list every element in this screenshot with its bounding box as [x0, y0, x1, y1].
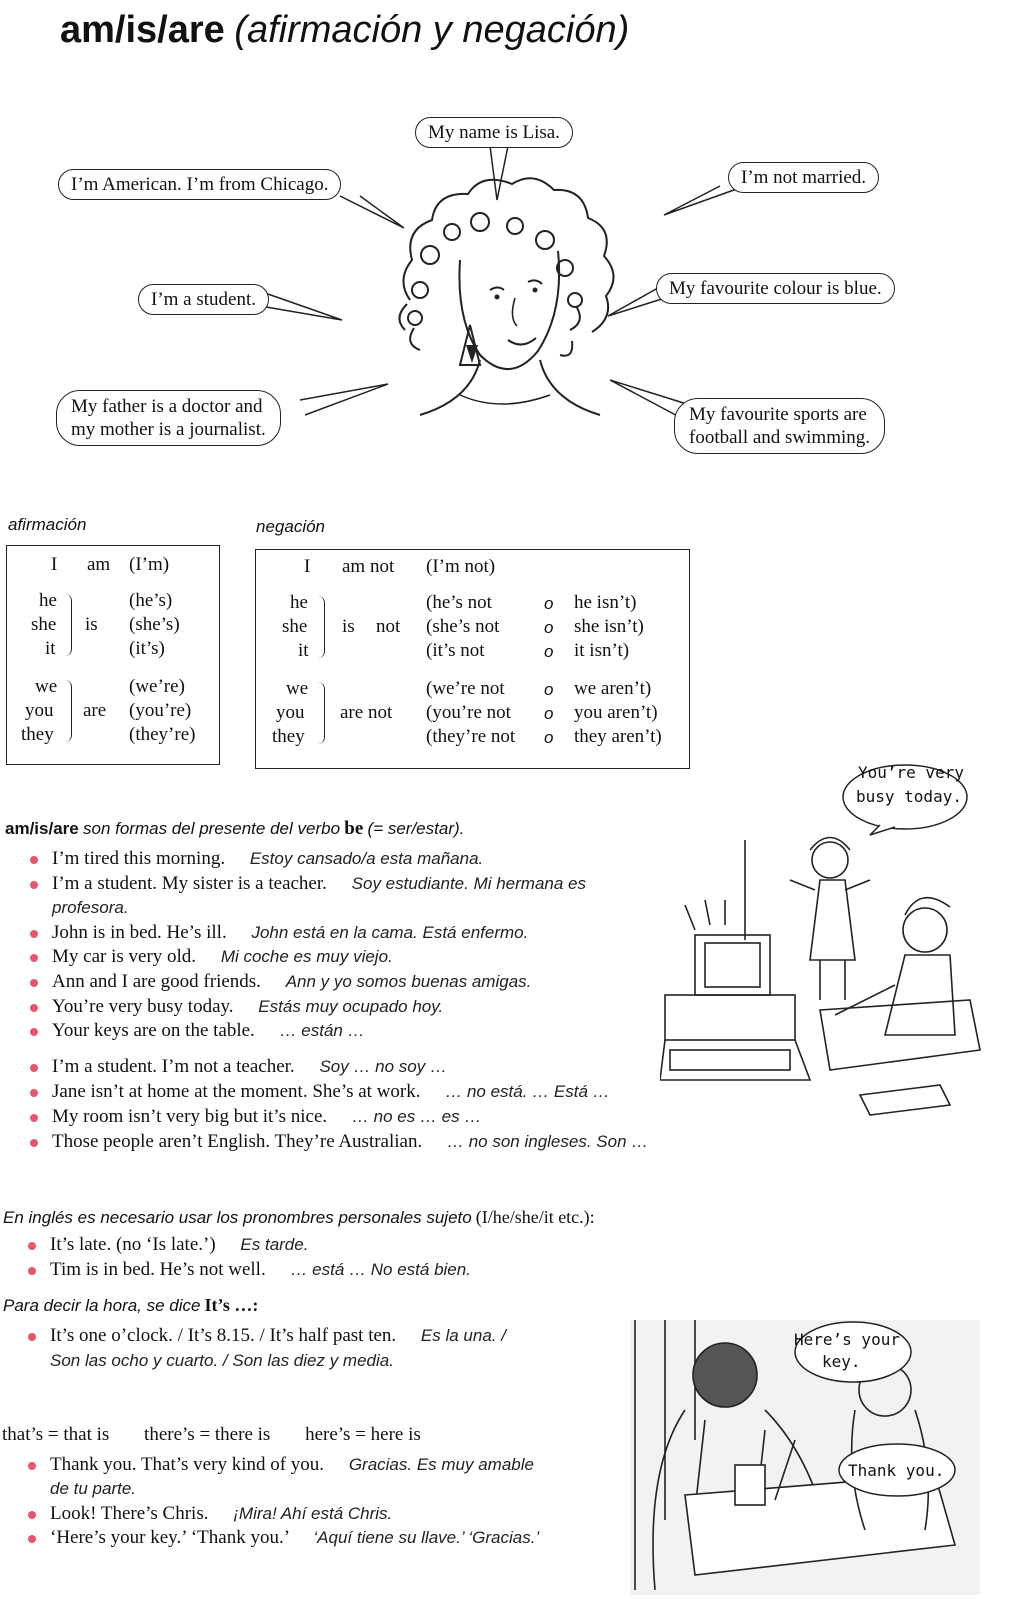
neg-pronoun-she: she — [282, 616, 308, 637]
neg-example-3-es: … no es … es … — [351, 1107, 482, 1126]
that-example-2-en: Look! There’s Chris. — [50, 1503, 209, 1524]
intro-be: be — [344, 818, 364, 839]
neg-brace-are — [318, 682, 325, 744]
neg-example-2-es: … no está. … Está … — [445, 1082, 610, 1101]
example-6-en: You’re very busy today. — [52, 996, 234, 1017]
intro-tail: (= ser/estar). — [367, 819, 465, 838]
neg-verb-is: is — [342, 616, 355, 637]
neg-brace-is — [318, 596, 325, 658]
neg-example-1-en: I’m a student. I’m not a teacher. — [52, 1056, 295, 1077]
aff-brace-is — [65, 594, 72, 656]
neg-you-arent: you aren’t) — [574, 702, 658, 723]
bubble-key-line1: Here’s your — [794, 1330, 900, 1349]
neg-it-isnt: it isn’t) — [574, 640, 630, 661]
title-bold: am/is/are — [60, 9, 225, 51]
neg-o-1: o — [544, 594, 554, 613]
contraction-theres: there’s = there is — [144, 1424, 271, 1445]
aff-pronoun-you: you — [25, 700, 54, 721]
neg-example-1 — [52, 1056, 447, 1078]
example-2-es-cont: profesora. — [52, 898, 129, 917]
example-2-es: Soy estudiante. Mi hermana es — [351, 874, 587, 893]
pronoun-example-2 — [50, 1259, 471, 1281]
example-3-es: John está en la cama. Está enfermo. — [251, 923, 529, 942]
neg-example-2-en: Jane isn’t at home at the moment. She’s at work. — [52, 1081, 421, 1102]
hotel-illustration — [625, 1310, 985, 1600]
example-6-es: Estás muy ocupado hoy. — [258, 997, 444, 1016]
neg-contraction-imnot: (I’m not) — [426, 556, 496, 577]
intro-bold: am/is/are — [5, 819, 79, 838]
time-intro — [3, 1295, 258, 1316]
that-example-3-en: ‘Here’s your key.’ ‘Thank you.’ — [50, 1527, 289, 1548]
neg-o-6: o — [544, 728, 554, 747]
neg-she-isnt: she isn’t) — [574, 616, 644, 637]
neg-contraction-youre: (you’re not — [426, 702, 511, 723]
pronoun-example-2-es: … está … No está bien. — [290, 1260, 471, 1279]
neg-example-1-es: Soy … no soy … — [319, 1057, 447, 1076]
aff-pronoun-i: I — [51, 554, 58, 575]
bubble-father-line1: My father is a doctor and — [71, 396, 263, 417]
hair-curls — [399, 178, 613, 355]
pronoun-example-1-en: It’s late. (no ‘Is late.’) — [50, 1234, 216, 1255]
neg-contraction-shes: (she’s not — [426, 616, 500, 637]
contraction-thats: that’s = that is — [2, 1424, 110, 1445]
example-5-es: Ann y yo somos buenas amigas. — [285, 972, 532, 991]
example-4-es: Mi coche es muy viejo. — [220, 947, 393, 966]
time-example-es2: Son las ocho y cuarto. / Son las diez y media. — [50, 1351, 394, 1370]
neg-pronoun-they: they — [272, 726, 305, 747]
neg-o-3: o — [544, 642, 554, 661]
neg-pronoun-i: I — [304, 556, 311, 577]
that-example-1 — [50, 1454, 534, 1476]
aff-contraction-im: (I’m) — [129, 554, 170, 575]
affirmation-label: afirmación — [8, 515, 87, 534]
aff-verb-is: is — [85, 614, 98, 635]
bubble-busy-line2: busy today. — [856, 787, 962, 806]
neg-contraction-were: (we’re not — [426, 678, 505, 699]
that-example-2-es: ¡Mira! Ahí está Chris. — [233, 1504, 393, 1523]
neg-pronoun-he: he — [290, 592, 308, 613]
office-illustration — [660, 755, 990, 1155]
that-example-3-es: ‘Aquí tiene su llave.’ ‘Gracias.’ — [313, 1528, 540, 1547]
affirmation-table — [6, 545, 220, 765]
time-example-en: It’s one o’clock. / It’s 8.15. / It’s half past ten. — [50, 1325, 397, 1346]
section1-intro — [5, 818, 464, 840]
neg-verb-amnot: am not — [342, 556, 395, 577]
neg-contraction-hes: (he’s not — [426, 592, 492, 613]
that-example-2 — [50, 1503, 392, 1525]
aff-pronoun-they: they — [21, 724, 54, 745]
that-example-1-en: Thank you. That’s very kind of you. — [50, 1454, 325, 1475]
bubble-father-line2: my mother is a journalist. — [71, 419, 266, 440]
bubble-key-line2: key. — [822, 1352, 861, 1371]
pronoun-example-1-es: Es tarde. — [240, 1235, 309, 1254]
neg-o-2: o — [544, 618, 554, 637]
negation-label: negación — [256, 517, 326, 536]
time-example — [50, 1325, 506, 1347]
neg-not: not — [376, 616, 401, 637]
example-1-en: I’m tired this morning. — [52, 848, 226, 869]
contraction-heres: here’s = here is — [305, 1424, 421, 1445]
neg-pronoun-we: we — [286, 678, 309, 699]
neg-verb-arenot: are not — [340, 702, 393, 723]
bubble-sports-line1: My favourite sports are — [689, 404, 867, 425]
aff-verb-are: are — [83, 700, 107, 721]
aff-brace-are — [65, 680, 72, 742]
bubble-busy-line1: You’re very — [858, 763, 964, 782]
neg-they-arent: they aren’t) — [574, 726, 662, 747]
that-example-1-es-cont: de tu parte. — [50, 1479, 137, 1498]
bubble-thank-you: Thank you. — [848, 1461, 945, 1480]
example-3-en: John is in bed. He’s ill. — [52, 922, 227, 943]
aff-contraction-its: (it’s) — [129, 638, 165, 659]
neg-we-arent: we aren’t) — [574, 678, 652, 699]
intro-text: son formas del presente del verbo — [82, 819, 341, 838]
time-intro-bold: It’s …: — [204, 1295, 259, 1315]
example-2-en: I’m a student. My sister is a teacher. — [52, 873, 327, 894]
example-3 — [52, 922, 528, 944]
neg-pronoun-it: it — [298, 640, 309, 661]
neg-example-2 — [52, 1081, 610, 1103]
title-italic: (afirmación y negación) — [234, 9, 630, 51]
aff-verb-am: am — [87, 554, 111, 575]
section2-intro-text: En inglés es necesario usar los pronombres personales sujeto — [3, 1208, 472, 1227]
pronoun-example-1 — [50, 1234, 308, 1256]
example-1 — [52, 848, 483, 870]
example-5 — [52, 971, 531, 993]
that-example-1-es: Gracias. Es muy amable — [348, 1455, 534, 1474]
aff-contraction-youre: (you’re) — [129, 700, 192, 721]
aff-contraction-hes: (he’s) — [129, 590, 173, 611]
neg-o-5: o — [544, 704, 554, 723]
negation-table — [255, 549, 690, 769]
neg-example-4 — [52, 1131, 648, 1153]
contractions-row — [2, 1424, 421, 1446]
aff-contraction-shes: (she’s) — [129, 614, 180, 635]
neg-example-4-en: Those people aren’t English. They’re Australian. — [52, 1131, 423, 1152]
neg-contraction-theyre: (they’re not — [426, 726, 516, 747]
neg-pronoun-you: you — [276, 702, 305, 723]
example-7-en: Your keys are on the table. — [52, 1020, 255, 1041]
neg-he-isnt: he isn’t) — [574, 592, 637, 613]
aff-pronoun-we: we — [35, 676, 58, 697]
example-2 — [52, 873, 586, 895]
example-1-es: Estoy cansado/a esta mañana. — [249, 849, 484, 868]
time-intro-text: Para decir la hora, se dice — [3, 1296, 201, 1315]
bubble-father — [56, 390, 281, 446]
bubble-sports — [674, 398, 885, 454]
example-4 — [52, 946, 393, 968]
bubble-colour: My favourite colour is blue. — [656, 273, 895, 304]
bubble-married: I’m not married. — [728, 162, 879, 193]
that-example-3 — [50, 1527, 539, 1549]
example-7 — [52, 1020, 365, 1042]
example-5-en: Ann and I are good friends. — [52, 971, 261, 992]
neg-example-4-es: … no son ingleses. Son … — [446, 1132, 649, 1151]
neg-contraction-its: (it’s not — [426, 640, 485, 661]
aff-contraction-theyre: (they’re) — [129, 724, 196, 745]
bubble-student: I’m a student. — [138, 284, 269, 315]
neg-example-3 — [52, 1106, 481, 1128]
aff-contraction-were: (we’re) — [129, 676, 185, 697]
section2-intro — [3, 1207, 595, 1228]
section2-intro-bold: (I/he/she/it etc.): — [475, 1207, 595, 1227]
bubble-american: I’m American. I’m from Chicago. — [58, 169, 341, 200]
aff-pronoun-he: he — [39, 590, 57, 611]
aff-pronoun-she: she — [31, 614, 57, 635]
bubble-sports-line2: football and swimming. — [689, 427, 871, 448]
neg-example-3-en: My room isn’t very big but it’s nice. — [52, 1106, 328, 1127]
neg-o-4: o — [544, 680, 554, 699]
time-example-es1: Es la una. / — [420, 1326, 506, 1345]
aff-pronoun-it: it — [45, 638, 56, 659]
pronoun-example-2-en: Tim is in bed. He’s not well. — [50, 1259, 266, 1280]
bubble-name: My name is Lisa. — [415, 117, 573, 148]
example-6 — [52, 996, 443, 1018]
example-7-es: … están … — [279, 1021, 365, 1040]
example-4-en: My car is very old. — [52, 946, 197, 967]
